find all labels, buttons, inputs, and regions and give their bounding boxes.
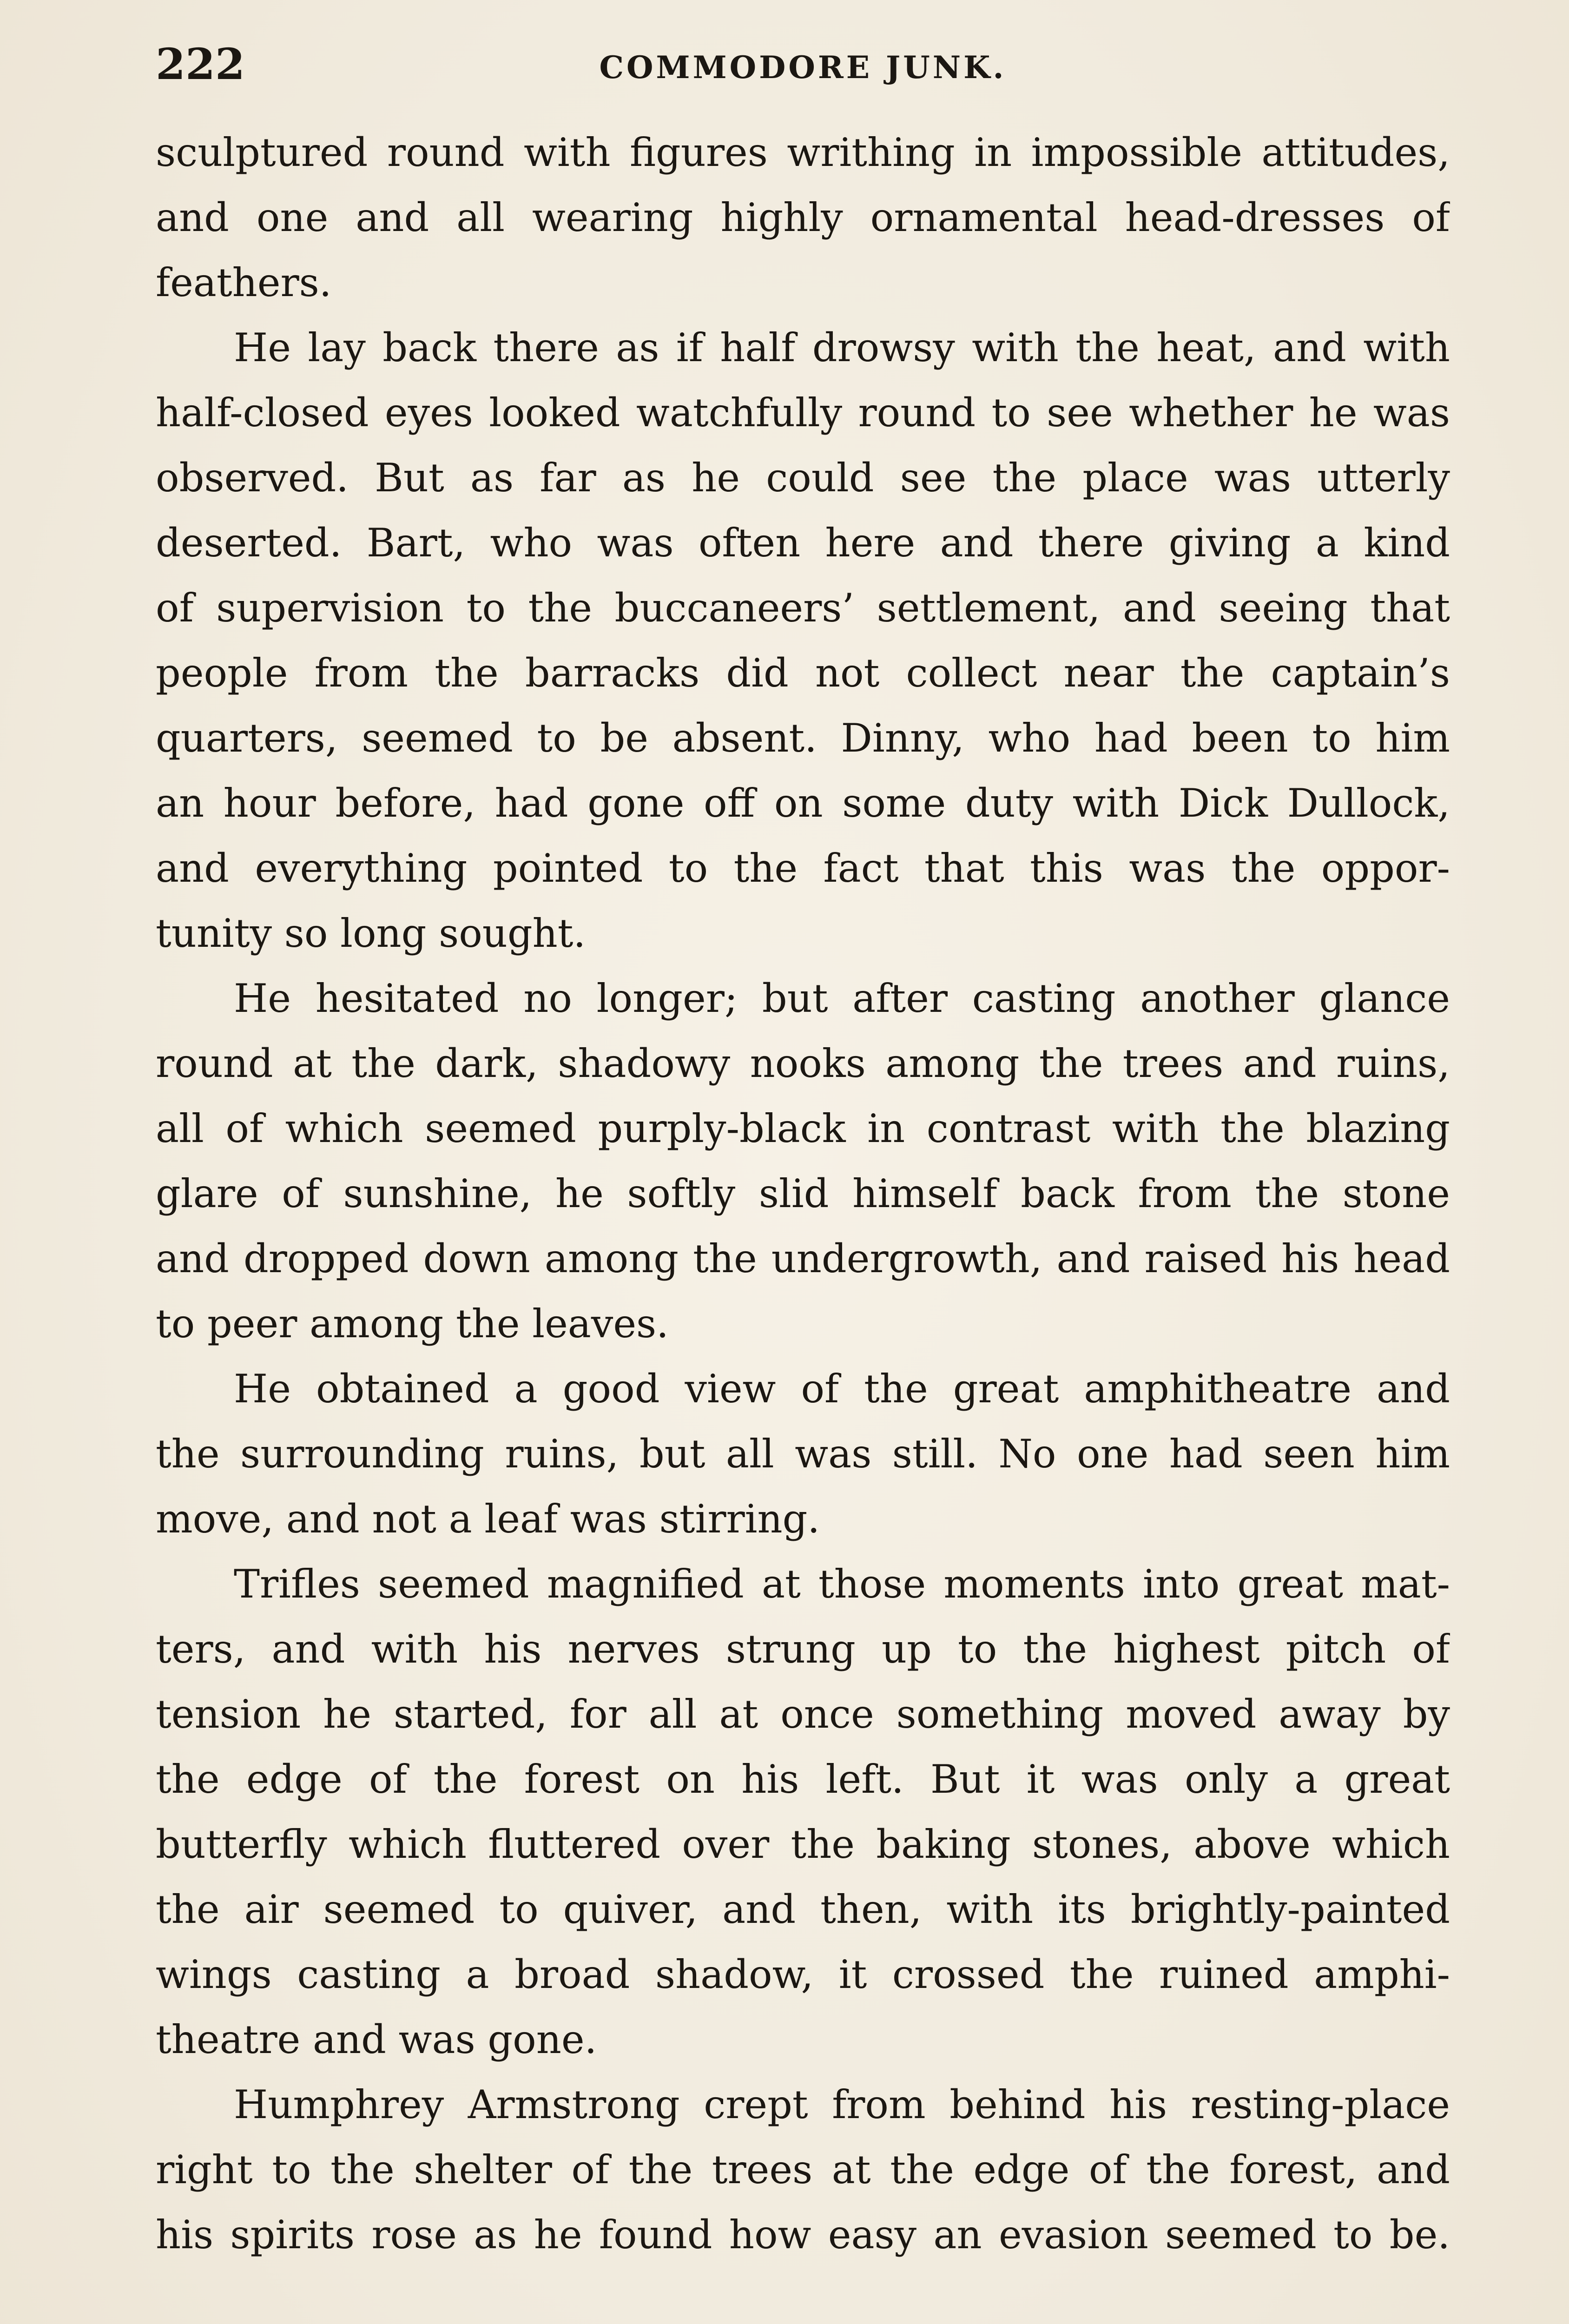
text-line: sculptured round with figures writhing in impossible attitudes, bbox=[156, 130, 1450, 175]
text-line: the air seemed to quiver, and then, with its brightly-painted bbox=[156, 1887, 1450, 1932]
text-line: the edge of the forest on his left. But it was only a great bbox=[156, 1756, 1450, 1802]
text-line: right to the shelter of the trees at the edge of the forest, and bbox=[156, 2147, 1450, 2192]
text-line: an hour before, had gone off on some duty with Dick Dullock, bbox=[156, 780, 1450, 826]
text-line: quarters, seemed to be absent. Dinny, who had been to him bbox=[156, 715, 1450, 761]
text-line: He lay back there as if half drowsy with the heat, and with bbox=[234, 325, 1450, 370]
text-line: Trifles seemed magnified at those moments into great mat- bbox=[234, 1561, 1450, 1607]
text-line: move, and not a leaf was stirring. bbox=[156, 1496, 820, 1542]
text-line: of supervision to the buccaneers’ settlement, and seeing that bbox=[156, 585, 1450, 631]
running-head bbox=[156, 36, 1450, 92]
text-line: deserted. Bart, who was often here and there giving a kind bbox=[156, 520, 1450, 566]
text-line: feathers. bbox=[156, 260, 332, 305]
text-line: tension he started, for all at once something moved away by bbox=[156, 1691, 1450, 1737]
text-line: and dropped down among the undergrowth, and raised his head bbox=[156, 1236, 1450, 1281]
body-text bbox=[156, 120, 1450, 2267]
text-line: observed. But as far as he could see the place was utterly bbox=[156, 455, 1450, 501]
text-line: He hesitated no longer; but after casting another glance bbox=[234, 976, 1450, 1021]
text-line: half-closed eyes looked watchfully round to see whether he was bbox=[156, 390, 1450, 436]
text-line: tunity so long sought. bbox=[156, 911, 586, 956]
text-line: He obtained a good view of the great amphitheatre and bbox=[234, 1366, 1450, 1412]
text-line: and everything pointed to the fact that this was the oppor- bbox=[156, 845, 1450, 891]
text-line: all of which seemed purply-black in contrast with the blazing bbox=[156, 1106, 1450, 1151]
text-line: theatre and was gone. bbox=[156, 2017, 597, 2062]
text-line: the surrounding ruins, but all was still. No one had seen him bbox=[156, 1431, 1450, 1477]
text-line: his spirits rose as he found how easy an evasion seemed to be. bbox=[156, 2212, 1450, 2258]
text-line: people from the barracks did not collect near the captain’s bbox=[156, 650, 1450, 696]
text-line: Humphrey Armstrong crept from behind his resting-place bbox=[234, 2082, 1450, 2127]
text-line: to peer among the leaves. bbox=[156, 1301, 669, 1347]
text-line: glare of sunshine, he softly slid himself back from the stone bbox=[156, 1171, 1450, 1216]
text-line: wings casting a broad shadow, it crossed the ruined amphi- bbox=[156, 1952, 1450, 1997]
text-line: round at the dark, shadowy nooks among the trees and ruins, bbox=[156, 1041, 1450, 1086]
page-number: 222 bbox=[156, 39, 245, 89]
text-line: butterfly which fluttered over the baking stones, above which bbox=[156, 1822, 1450, 1867]
text-line: and one and all wearing highly ornamental head-dresses of bbox=[156, 195, 1450, 240]
running-title: COMMODORE JUNK. bbox=[599, 49, 1007, 86]
text-line: ters, and with his nerves strung up to the highest pitch of bbox=[156, 1626, 1450, 1672]
